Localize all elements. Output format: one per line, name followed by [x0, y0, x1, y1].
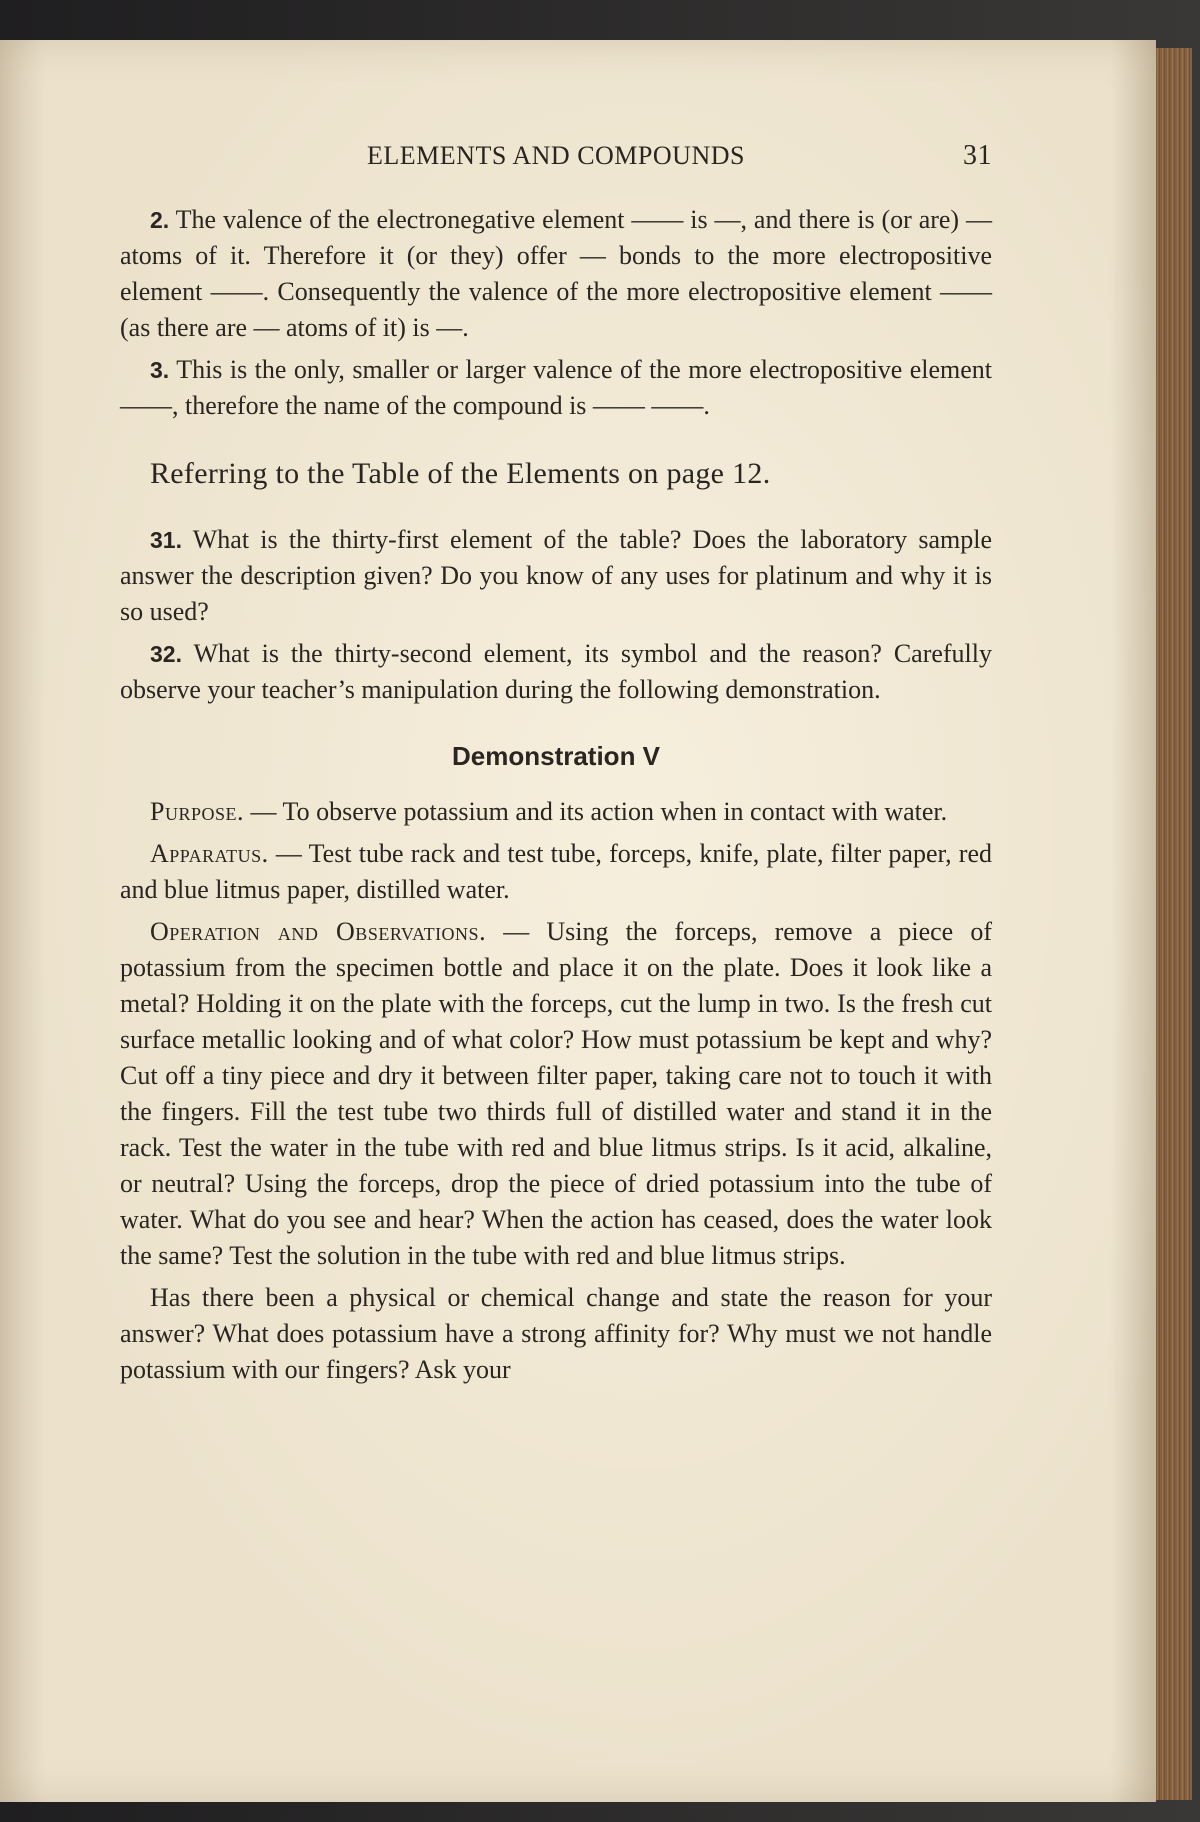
operation-paragraph — [120, 914, 992, 1274]
operation-text: — Using the forceps, remove a piece of potassium from the specimen bottle and place it on the plate. Does it look like a metal? Holding it on the plate with the forceps, cut the lump in two. Is the fresh cut surface metallic looking and of what color? How must potassium be kept and why? Cut off a tiny piece and dry it between filter paper, taking care not to touch it with the fingers. Fill the test tube two thirds full of distilled water and stand it in the rack. Test the water in the tube with red and blue litmus strips. Is it acid, alkaline, or neutral? Using the forceps, drop the piece of dried potassium into the tube of water. What do you see and hear? When the action has ceased, does the water look the same? Test the solution in the tube with red and blue litmus strips. — [120, 917, 993, 1270]
item-3 — [120, 352, 992, 424]
question-32 — [120, 636, 992, 708]
question-31-number: 31. — [150, 527, 182, 553]
running-head-title: ELEMENTS AND COMPOUNDS — [367, 141, 745, 170]
item-3-number: 3. — [150, 357, 170, 383]
apparatus-text: — Test tube rack and test tube, forceps, knife, plate, filter paper, red and blue litmus paper, distilled water. — [120, 839, 992, 904]
question-32-text: What is the thirty-second element, its symbol and the reason? Carefully observe your teacher’s manipulation during the following demonstration. — [120, 639, 993, 704]
item-3-text: This is the only, smaller or larger valence of the more electropositive element ——, therefore the name of the compound is —— ——. — [120, 355, 992, 420]
question-32-number: 32. — [150, 641, 182, 667]
closing-paragraph: Has there been a physical or chemical change and state the reason for your answer? What does potassium have a strong affinity for? Why must we not handle potassium with our fingers? Ask your — [120, 1283, 992, 1384]
item-2 — [120, 202, 992, 346]
apparatus-label: Apparatus. — [150, 839, 269, 868]
operation-label: Operation and Observations. — [150, 917, 487, 946]
purpose-text: — To observe potassium and its action when in contact with water. — [243, 797, 948, 826]
page-text-block — [120, 138, 992, 1388]
page-edges — [1156, 48, 1192, 1800]
apparatus-paragraph — [120, 836, 992, 908]
purpose-label: Purpose. — [150, 797, 244, 826]
reference-line: Referring to the Table of the Elements on page 12. — [150, 457, 771, 490]
running-head — [120, 138, 992, 174]
page-number: 31 — [963, 140, 992, 171]
demonstration-title: Demonstration V — [451, 741, 661, 771]
question-31 — [120, 522, 992, 630]
item-2-number: 2. — [150, 207, 170, 233]
question-31-text: What is the thirty-first element of the table? Does the laboratory sample answer the description given? Do you know of any uses for platinum and why it is so used? — [120, 525, 993, 626]
purpose-paragraph — [120, 794, 992, 830]
item-2-text: The valence of the electronegative element —— is —, and there is (or are) — atoms of it. Therefore it (or they) offer — bonds to the more electropositive element ——. Consequently the valence of the more electropositive element —— (as there are — atoms of it) is —. — [120, 205, 992, 342]
